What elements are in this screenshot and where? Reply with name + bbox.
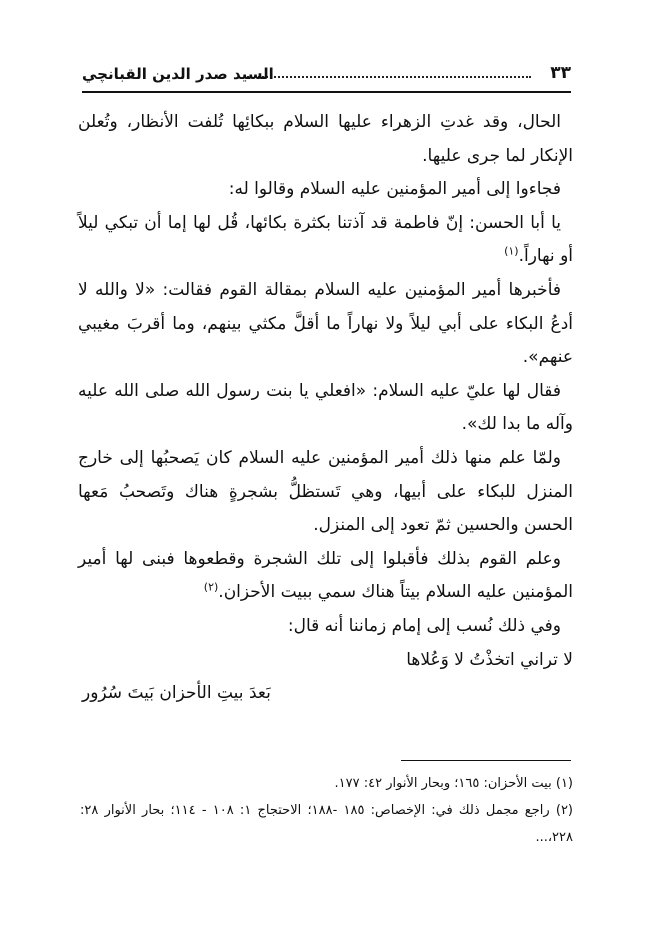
header-divider xyxy=(82,91,571,93)
footnote-ref[interactable]: (٢) xyxy=(203,580,219,594)
poem-verse-second-hemistich: بَعدَ بيتِ الأحزان بَيتَ سُرُور xyxy=(82,683,271,704)
page-number: ٣٣ xyxy=(550,63,571,83)
footnotes xyxy=(80,770,573,851)
footnote: (٢) راجع مجمل ذلك في: الإخصاص: ١٨٥ -١٨٨؛ الاحتجاج ١: ١٠٨ - ١١٤؛ بحار الأنوار ٢٨: ٢٢٨،... xyxy=(80,803,573,845)
paragraph-text: يا أبا الحسن: إنّ فاطمة قد آذتنا بكثرة بكائها، قُل لها إما أن تبكي ليلاً أو نهاراً. xyxy=(78,212,573,267)
header-author-title: السيد صدر الدين القبانچي xyxy=(82,65,274,83)
main-text xyxy=(78,106,573,711)
paragraph: ولمّا علم منها ذلك أمير المؤمنين عليه السلام كان يَصحبُها إلى خارج المنزل للبكاء على أبيها، وهي تَستظلُّ بشجرةٍ هناك وتَصحبُ مَعها الحسن والحسين ثمّ تعود إلى المنزل. xyxy=(78,447,573,536)
poem-verse-first-hemistich: لا تراني اتخذْتُ لا وَعُلاها xyxy=(406,649,573,670)
footnote: (١) بيت الأحزان: ١٦٥؛ وبحار الأنوار ٤٢: ١٧٧. xyxy=(334,776,573,791)
paragraph xyxy=(78,543,573,610)
paragraph: فقال لها عليّ عليه السلام: «افعلي يا بنت رسول الله صلى الله عليه وآله ما بدا لك». xyxy=(78,380,573,435)
running-header xyxy=(82,62,571,88)
paragraph xyxy=(78,207,573,274)
header-dotted-leader xyxy=(247,76,531,78)
paragraph: فجاءوا إلى أمير المؤمنين عليه السلام وقالوا له: xyxy=(228,179,561,200)
footnote-ref[interactable]: (١) xyxy=(504,244,519,258)
footnote-divider xyxy=(401,760,571,761)
paragraph: الحال، وقد غدتِ الزهراء عليها السلام ببكائِها تُلفت الأنظار، وتُعلن الإنكار لما جرى عليها. xyxy=(78,112,573,166)
paragraph: فأخبرها أمير المؤمنين عليه السلام بمقالة القوم فقالت: «لا والله لا أدعُ البكاء على أبي ليلاً ولا نهاراً ما أقلَّ مكثي بينهم، وما أقربَ مغيبي عنهم». xyxy=(78,279,573,368)
paragraph: وفي ذلك نُسب إلى إمام زماننا أنه قال: xyxy=(287,615,561,636)
paragraph-text: وعلم القوم بذلك فأقبلوا إلى تلك الشجرة وقطعوها فبنى لها أمير المؤمنين عليه السلام بيتاً هناك سمي ببيت الأحزان. xyxy=(78,548,573,603)
